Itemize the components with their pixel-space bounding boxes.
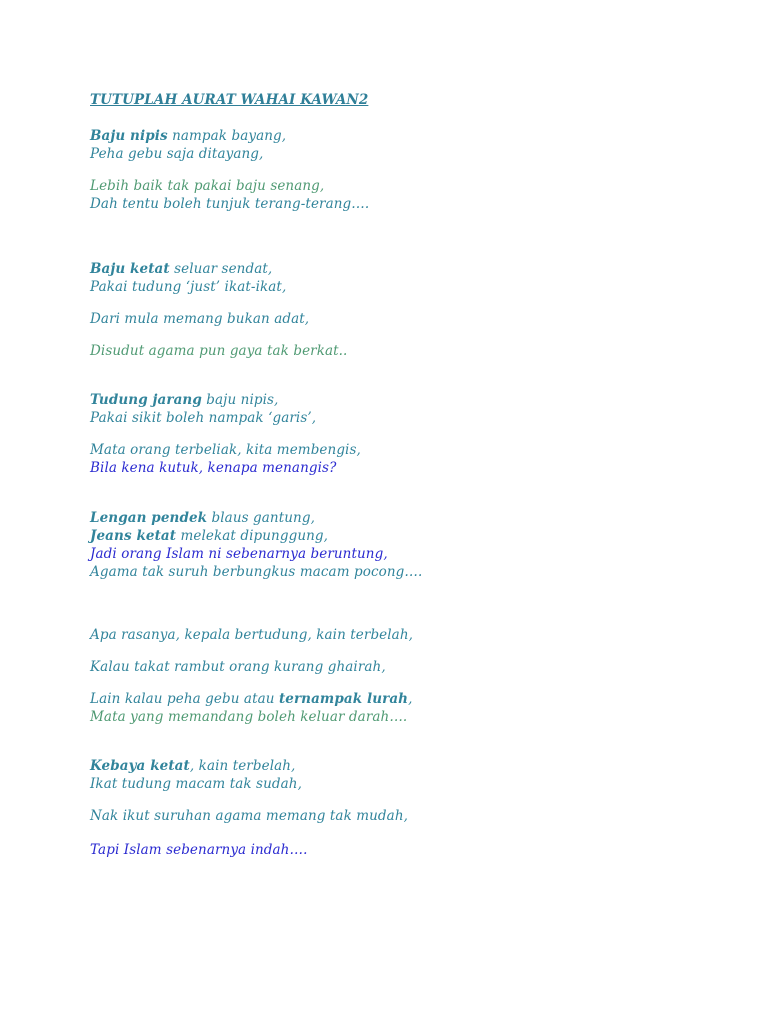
line-text: Peha gebu saja ditayang, xyxy=(90,146,264,162)
line-text: Ikat tudung macam tak sudah, xyxy=(90,776,302,792)
poem-line xyxy=(90,527,328,545)
line-text: , kain terbelah, xyxy=(189,758,296,774)
poem-line xyxy=(90,391,278,409)
poem-line xyxy=(90,690,413,708)
line-text: Mata orang terbeliak, kita membengis, xyxy=(90,442,361,458)
line-text: Lain kalau peha gebu atau xyxy=(90,691,279,707)
line-bold-lead: Jeans ketat xyxy=(90,528,177,544)
poem-line xyxy=(90,807,408,825)
line-bold-lead: Baju nipis xyxy=(90,128,168,144)
poem-line xyxy=(90,310,309,328)
poem-line xyxy=(90,459,336,477)
poem-line xyxy=(90,127,286,145)
line-bold-lead: Tudung jarang xyxy=(90,392,202,408)
line-text: Nak ikut suruhan agama memang tak mudah, xyxy=(90,808,409,824)
poem-line xyxy=(90,563,422,581)
line-text: Kalau takat rambut orang kurang ghairah, xyxy=(90,659,386,675)
line-text: Tapi Islam sebenarnya indah…. xyxy=(90,842,308,858)
line-bold-lead: Baju ketat xyxy=(90,261,170,277)
poem-line xyxy=(90,626,413,644)
line-text: Pakai tudung ‘just’ ikat-ikat, xyxy=(90,279,287,295)
line-text: nampak bayang, xyxy=(167,128,287,144)
line-text: melekat dipunggung, xyxy=(176,528,329,544)
poem-line xyxy=(90,775,302,793)
poem-line xyxy=(90,195,369,213)
line-text: Disudut agama pun gaya tak berkat.. xyxy=(90,343,348,359)
poem-line xyxy=(90,342,347,360)
line-text: Dah tentu boleh tunjuk terang-terang…. xyxy=(90,196,370,212)
line-text: Jadi orang Islam ni sebenarnya beruntung, xyxy=(90,546,388,562)
line-text: baju nipis, xyxy=(201,392,279,408)
poem-line xyxy=(90,757,295,775)
line-bold-lead: Lengan pendek xyxy=(90,510,208,526)
poem-line xyxy=(90,145,263,163)
line-text: Mata yang memandang boleh keluar darah…. xyxy=(90,709,408,725)
line-text: Agama tak suruh berbungkus macam pocong…. xyxy=(90,564,423,580)
poem-line xyxy=(90,841,307,859)
poem-line xyxy=(90,260,272,278)
poem-line xyxy=(90,278,286,296)
poem-line xyxy=(90,708,407,726)
line-text: Bila kena kutuk, kenapa menangis? xyxy=(90,460,337,476)
line-text: Pakai sikit boleh nampak ‘garis’, xyxy=(90,410,317,426)
poem-line xyxy=(90,177,324,195)
poem-line xyxy=(90,509,315,527)
line-text-tail: , xyxy=(408,691,413,707)
line-text: blaus gantung, xyxy=(207,510,315,526)
line-text: Dari mula memang bukan adat, xyxy=(90,311,310,327)
poem-line xyxy=(90,658,386,676)
line-text: seluar sendat, xyxy=(169,261,273,277)
line-bold-lead: Kebaya ketat xyxy=(90,758,190,774)
line-text: Apa rasanya, kepala bertudung, kain terbelah, xyxy=(90,627,414,643)
poem-line xyxy=(90,409,316,427)
poem-line xyxy=(90,545,388,563)
poem-title: TUTUPLAH AURAT WAHAI KAWAN2 xyxy=(90,92,369,108)
line-text: Lebih baik tak pakai baju senang, xyxy=(90,178,325,194)
line-bold-tail: ternampak lurah xyxy=(278,691,409,707)
poem-line xyxy=(90,441,361,459)
